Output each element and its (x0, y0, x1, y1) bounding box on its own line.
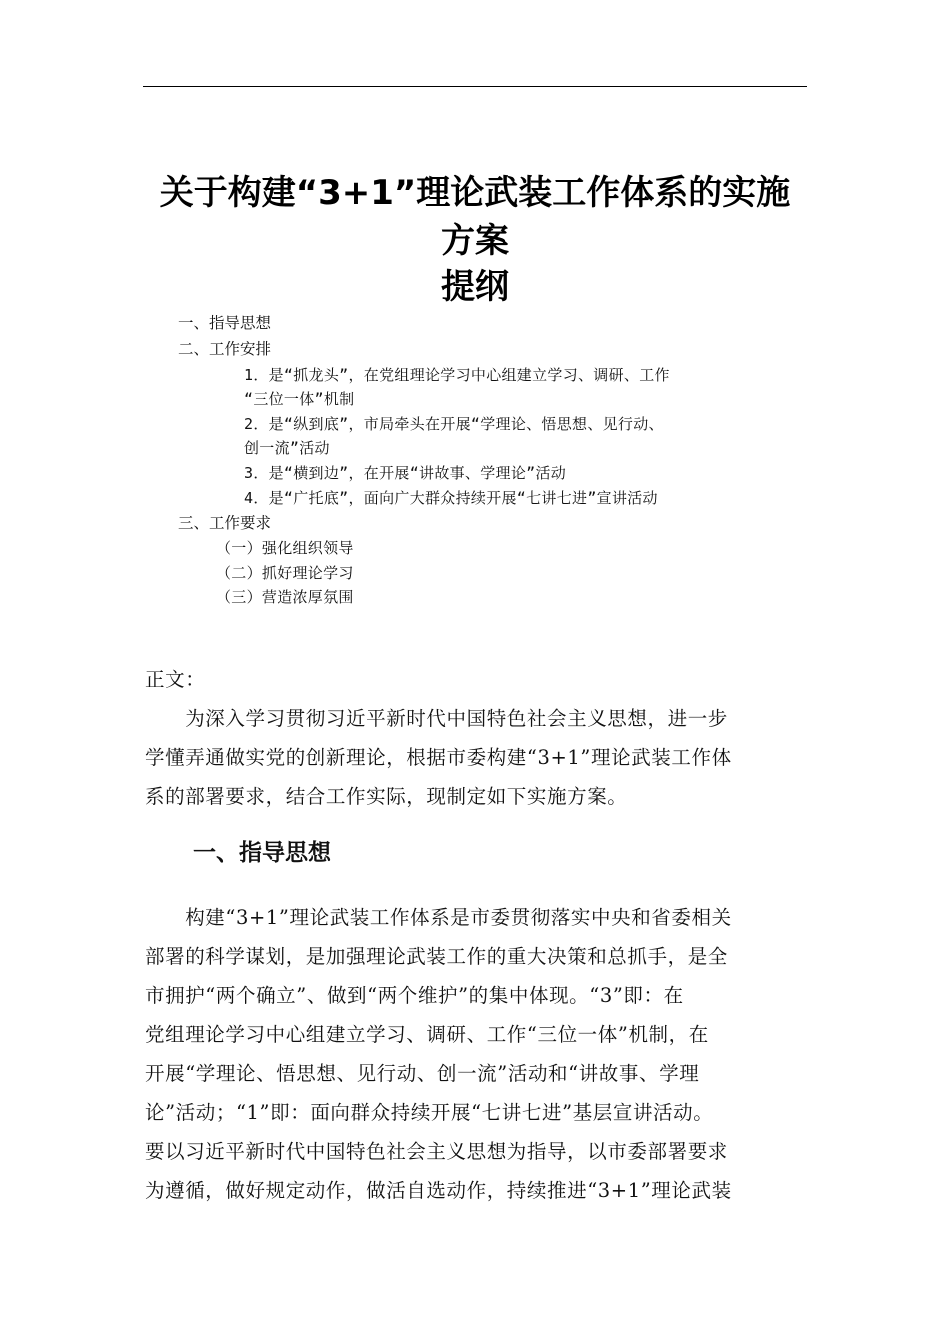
outline-heading: 一、指导思想 (178, 314, 272, 332)
outline-sub-item-continued: 创一流”活动 (244, 439, 330, 457)
section-heading: 一、指导思想 (193, 840, 331, 866)
section-paragraph-line: 构建“3+1”理论武装工作体系是市委贯彻落实中央和省委相关 (145, 906, 732, 929)
intro-paragraph-line: 为深入学习贯彻习近平新时代中国特色社会主义思想，进一步 (145, 707, 728, 730)
intro-paragraph-line: 学懂弄通做实党的创新理论，根据市委构建“3+1”理论武装工作体 (145, 746, 732, 769)
section-paragraph-line: 市拥护“两个确立”、做到“两个维护”的集中体现。“3”即：在 (145, 984, 684, 1007)
outline-sub-item: 2．是“纵到底”，市局牵头在开展“学理论、悟思想、见行动、 (244, 415, 664, 433)
outline-sub-item: 1．是“抓龙头”，在党组理论学习中心组建立学习、调研、工作 (244, 366, 670, 384)
outline-sub-item-continued: “三位一体”机制 (244, 390, 355, 408)
body-label: 正文： (145, 668, 206, 691)
outline-requirement-item: （二）抓好理论学习 (216, 564, 354, 582)
section-paragraph-line: 开展“学理论、悟思想、见行动、创一流”活动和“讲故事、学理 (145, 1062, 700, 1085)
section-paragraph-line: 为遵循，做好规定动作，做活自选动作，持续推进“3+1”理论武装 (145, 1179, 732, 1202)
intro-paragraph-line: 系的部署要求，结合工作实际，现制定如下实施方案。 (145, 785, 628, 808)
outline-sub-item: 4．是“广托底”，面向广大群众持续开展“七讲七进”宣讲活动 (244, 489, 658, 507)
outline-sub-item: 3．是“横到边”，在开展“讲故事、学理论”活动 (244, 464, 567, 482)
section-paragraph-line: 论”活动；“1”即：面向群众持续开展“七讲七进”基层宣讲活动。 (145, 1101, 714, 1124)
section-paragraph-line: 党组理论学习中心组建立学习、调研、工作“三位一体”机制，在 (145, 1023, 709, 1046)
section-paragraph-line: 部署的科学谋划，是加强理论武装工作的重大决策和总抓手，是全 (145, 945, 728, 968)
document-title-line-2: 方案 (441, 221, 509, 261)
header-rule (143, 86, 807, 87)
outline-heading: 二、工作安排 (178, 340, 272, 358)
outline-requirement-item: （一）强化组织领导 (216, 539, 354, 557)
outline-heading: 三、工作要求 (178, 514, 272, 532)
outline-requirement-item: （三）营造浓厚氛围 (216, 588, 354, 606)
document-title-line-3: 提纲 (441, 267, 509, 307)
document-title-line-1: 关于构建“3+1”理论武装工作体系的实施 (159, 173, 791, 213)
section-paragraph-line: 要以习近平新时代中国特色社会主义思想为指导，以市委部署要求 (145, 1140, 728, 1163)
